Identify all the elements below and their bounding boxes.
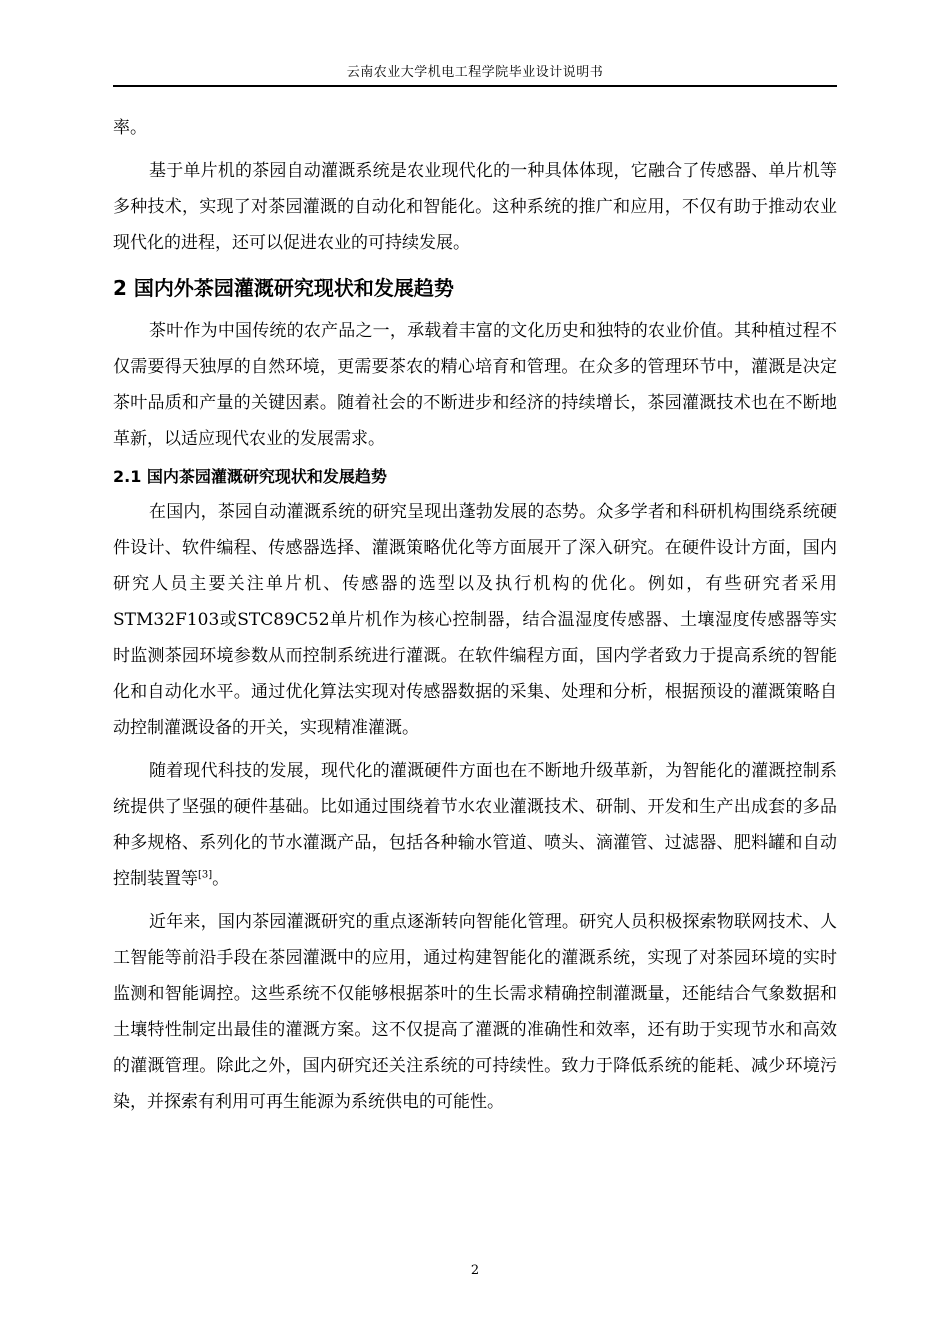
paragraph-hardware-development (113, 753, 837, 897)
header-divider (113, 85, 837, 87)
paragraph-intro-summary: 基于单片机的茶园自动灌溉系统是农业现代化的一种具体体现，它融合了传感器、单片机等多种技术，实现了对茶园灌溉的自动化和智能化。这种系统的推广和应用，不仅有助于推动农业现代化的进程，还可以促进农业的可持续发展。 (113, 161, 837, 253)
subsection-heading-2-1: 2.1 国内茶园灌溉研究现状和发展趋势 (113, 467, 387, 486)
page-header-title: 云南农业大学机电工程学院毕业设计说明书 (346, 65, 604, 80)
page-number: 2 (470, 1263, 480, 1278)
paragraph-domestic-research: 在国内，茶园自动灌溉系统的研究呈现出蓬勃发展的态势。众多学者和科研机构围绕系统硬件设计、软件编程、传感器选择、灌溉策略优化等方面展开了深入研究。在硬件设计方面，国内研究人员主要关注单片机、传感器的选型以及执行机构的优化。例如，有些研究者采用STM32F103或STC89C52单片机作为核心控制器，结合温湿度传感器、土壤湿度传感器等实时监测茶园环境参数从而控制系统进行灌溉。在软件编程方面，国内学者致力于提高系统的智能化和自动化水平。通过优化算法实现对传感器数据的采集、处理和分析，根据预设的灌溉策略自动控制灌溉设备的开关，实现精准灌溉。 (113, 502, 837, 738)
paragraph-intelligent-management: 近年来，国内茶园灌溉研究的重点逐渐转向智能化管理。研究人员积极探索物联网技术、人工智能等前沿手段在茶园灌溉中的应用，通过构建智能化的灌溉系统，实现了对茶园环境的实时监测和智能调控。这些系统不仅能够根据茶叶的生长需求精确控制灌溉量，还能结合气象数据和土壤特性制定出最佳的灌溉方案。这不仅提高了灌溉的准确性和效率，还有助于实现节水和高效的灌溉管理。除此之外，国内研究还关注系统的可持续性。致力于降低系统的能耗、减少环境污染，并探索有利用可再生能源为系统供电的可能性。 (113, 912, 837, 1112)
section-heading-2: 2 国内外茶园灌溉研究现状和发展趋势 (113, 276, 454, 300)
paragraph-tea-background: 茶叶作为中国传统的农产品之一，承载着丰富的文化历史和独特的农业价值。其种植过程不仅需要得天独厚的自然环境，更需要茶农的精心培育和管理。在众多的管理环节中，灌溉是决定茶叶品质和产量的关键因素。随着社会的不断进步和经济的持续增长，茶园灌溉技术也在不断地革新，以适应现代农业的发展需求。 (113, 321, 837, 449)
paragraph-hardware-text: 随着现代科技的发展，现代化的灌溉硬件方面也在不断地升级革新，为智能化的灌溉控制系统提供了坚强的硬件基础。比如通过围绕着节水农业灌溉技术、研制、开发和生产出成套的多品种多规格、系列化的节水灌溉产品，包括各种输水管道、喷头、滴灌管、过滤器、肥料罐和自动控制装置等 (113, 761, 837, 889)
document-body (113, 110, 837, 1127)
paragraph-hardware-end: 。 (212, 869, 230, 889)
paragraph-continuation: 率。 (113, 118, 147, 138)
citation-reference: [3] (198, 869, 213, 881)
